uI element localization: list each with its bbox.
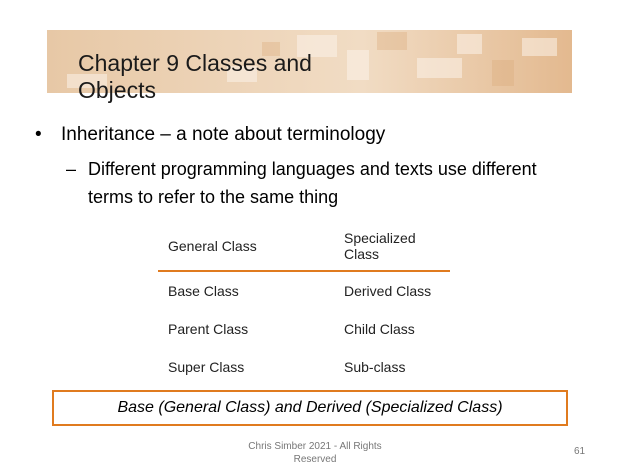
- table-cell: Derived Class: [344, 283, 432, 299]
- bullet-inheritance: [35, 123, 385, 147]
- page-number: 61: [574, 446, 586, 457]
- table-cell: Sub-class: [344, 359, 406, 375]
- bullet-text: Inheritance – a note about terminology: [61, 124, 386, 145]
- column-header-general: General Class: [158, 224, 334, 271]
- table-cell: Parent Class: [168, 321, 249, 337]
- table-header-row: [158, 224, 450, 271]
- sub-bullet-marker: –: [66, 159, 77, 179]
- summary-callout-text: Base (General Class) and Derived (Specialized Class): [117, 399, 503, 416]
- sub-bullet-terminology: [66, 155, 586, 211]
- page-title: Chapter 9 Classes and Objects: [78, 50, 312, 103]
- table-cell: Child Class: [344, 321, 415, 337]
- footer-copyright: Chris Simber 2021 - All Rights Reserved: [248, 441, 382, 465]
- table-cell: Super Class: [168, 359, 245, 375]
- table-row: [158, 310, 450, 348]
- table-row: [158, 348, 450, 386]
- sub-bullet-text: Different programming languages and texts use different terms to refer to the same thing: [88, 159, 537, 207]
- table-row: [158, 271, 450, 310]
- table-cell: Base Class: [168, 283, 239, 299]
- terminology-table: [158, 224, 450, 386]
- column-header-specialized: Specialized Class: [334, 224, 450, 271]
- summary-callout-box: [52, 390, 568, 426]
- bullet-marker: •: [35, 124, 42, 145]
